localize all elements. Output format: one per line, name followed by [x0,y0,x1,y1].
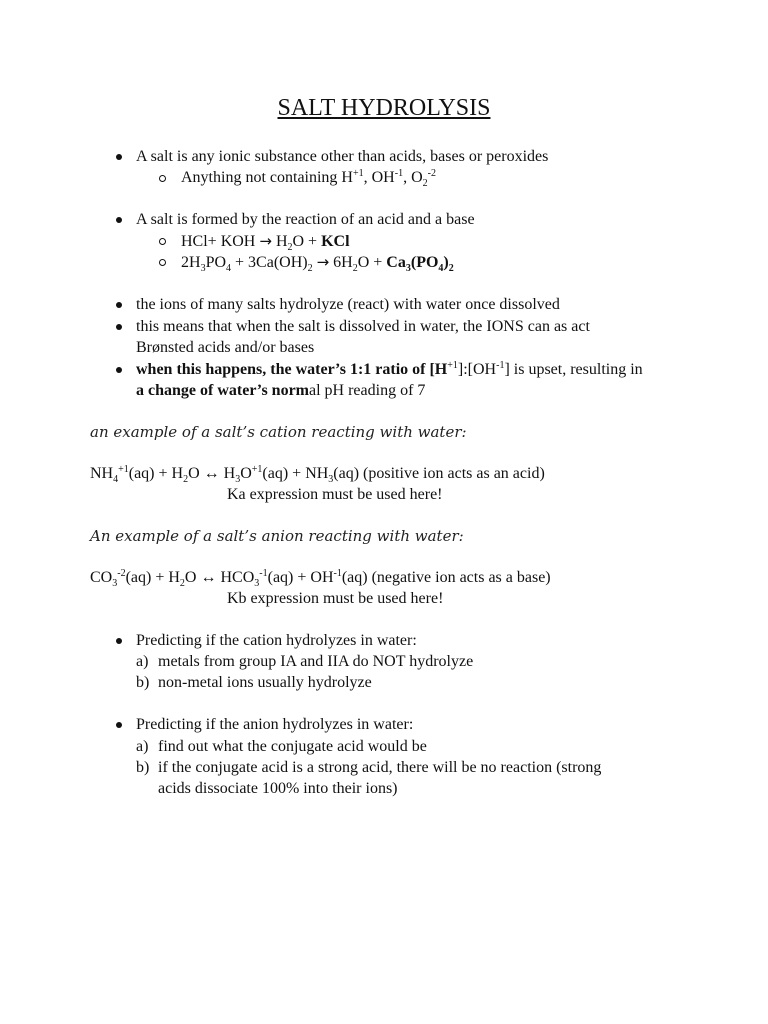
salt-definition: A salt is any ionic substance other than acids, bases or peroxides [136,148,549,165]
salt-exclusions: Anything not containing $H^{+1}$, $OH^{-1}$, $O_2^{-2}$ [181,168,436,189]
arrow-icon: → [316,253,330,271]
anion-equation: $CO_3^{-2}(aq) + H_2O$ ↔ $HCO_3^{-1}(aq) + OH^{-1}(aq)$ (negative ion acts as a base) [90,568,551,589]
anion-example-heading: An example of a salt’s anion reacting with water: [90,527,464,545]
sub-bullet-circle [159,259,166,266]
list-label: a) [136,738,149,755]
anion-rule-b-line2: acids dissociate 100% into their ions) [158,780,398,797]
page-title: SALT HYDROLYSIS [277,95,491,121]
sub-bullet-circle [159,175,166,182]
reaction-calcium-phosphate: $2H_3PO_4 + 3Ca(OH)_2 \to 6H_2O + Ca_3(PO_4)_2$ [181,253,454,274]
cation-equation: $NH_4^{+1}(aq) + H_2O$ ↔ $H_3O^{+1}(aq) + NH_3(aq)$ (positive ion acts as an acid) [90,464,545,485]
ions-act-line1: this means that when the salt is dissolved in water, the IONS can as act [136,318,590,335]
anion-rule-b-line1: if the conjugate acid is a strong acid, there will be no reaction (strong [158,759,602,776]
bullet-dot [116,367,122,373]
salt-formation: A salt is formed by the reaction of an acid and a base [136,211,475,228]
arrow-icon: → [259,232,272,250]
bullet-dot [116,302,122,308]
anion-predict-heading: Predicting if the anion hydrolyzes in water: [136,716,414,733]
ratio-upset-line2: a change of water’s normal pH reading of 7 [136,382,426,399]
reaction-kcl: HCl+ KOH → $H_2O$ + KCl [181,232,350,253]
sub-bullet-circle [159,238,166,245]
cation-rule-b: non-metal ions usually hydrolyze [158,674,372,691]
list-label: b) [136,674,150,691]
ratio-upset-line1: when this happens, the water’s 1:1 ratio of $[H^{+1}]:[OH^{-1}]$ is upset, resulting in [136,360,643,378]
anion-rule-a: find out what the conjugate acid would be [158,738,427,755]
bullet-dot [116,324,122,330]
bullet-dot [116,638,122,644]
bullet-dot [116,217,122,223]
cation-example-heading: an example of a salt’s cation reacting with water: [90,423,467,441]
list-label: b) [136,759,150,776]
ions-act-line2: Brønsted acids and/or bases [136,339,315,356]
ka-note: Ka expression must be used here! [227,486,443,503]
cation-rule-a: metals from group IA and IIA do NOT hydrolyze [158,653,474,670]
ions-hydrolyze: the ions of many salts hydrolyze (react) with water once dissolved [136,296,560,313]
cation-predict-heading: Predicting if the cation hydrolyzes in water: [136,632,417,649]
bullet-dot [116,154,122,160]
list-label: a) [136,653,149,670]
kb-note: Kb expression must be used here! [227,590,444,607]
bullet-dot [116,722,122,728]
